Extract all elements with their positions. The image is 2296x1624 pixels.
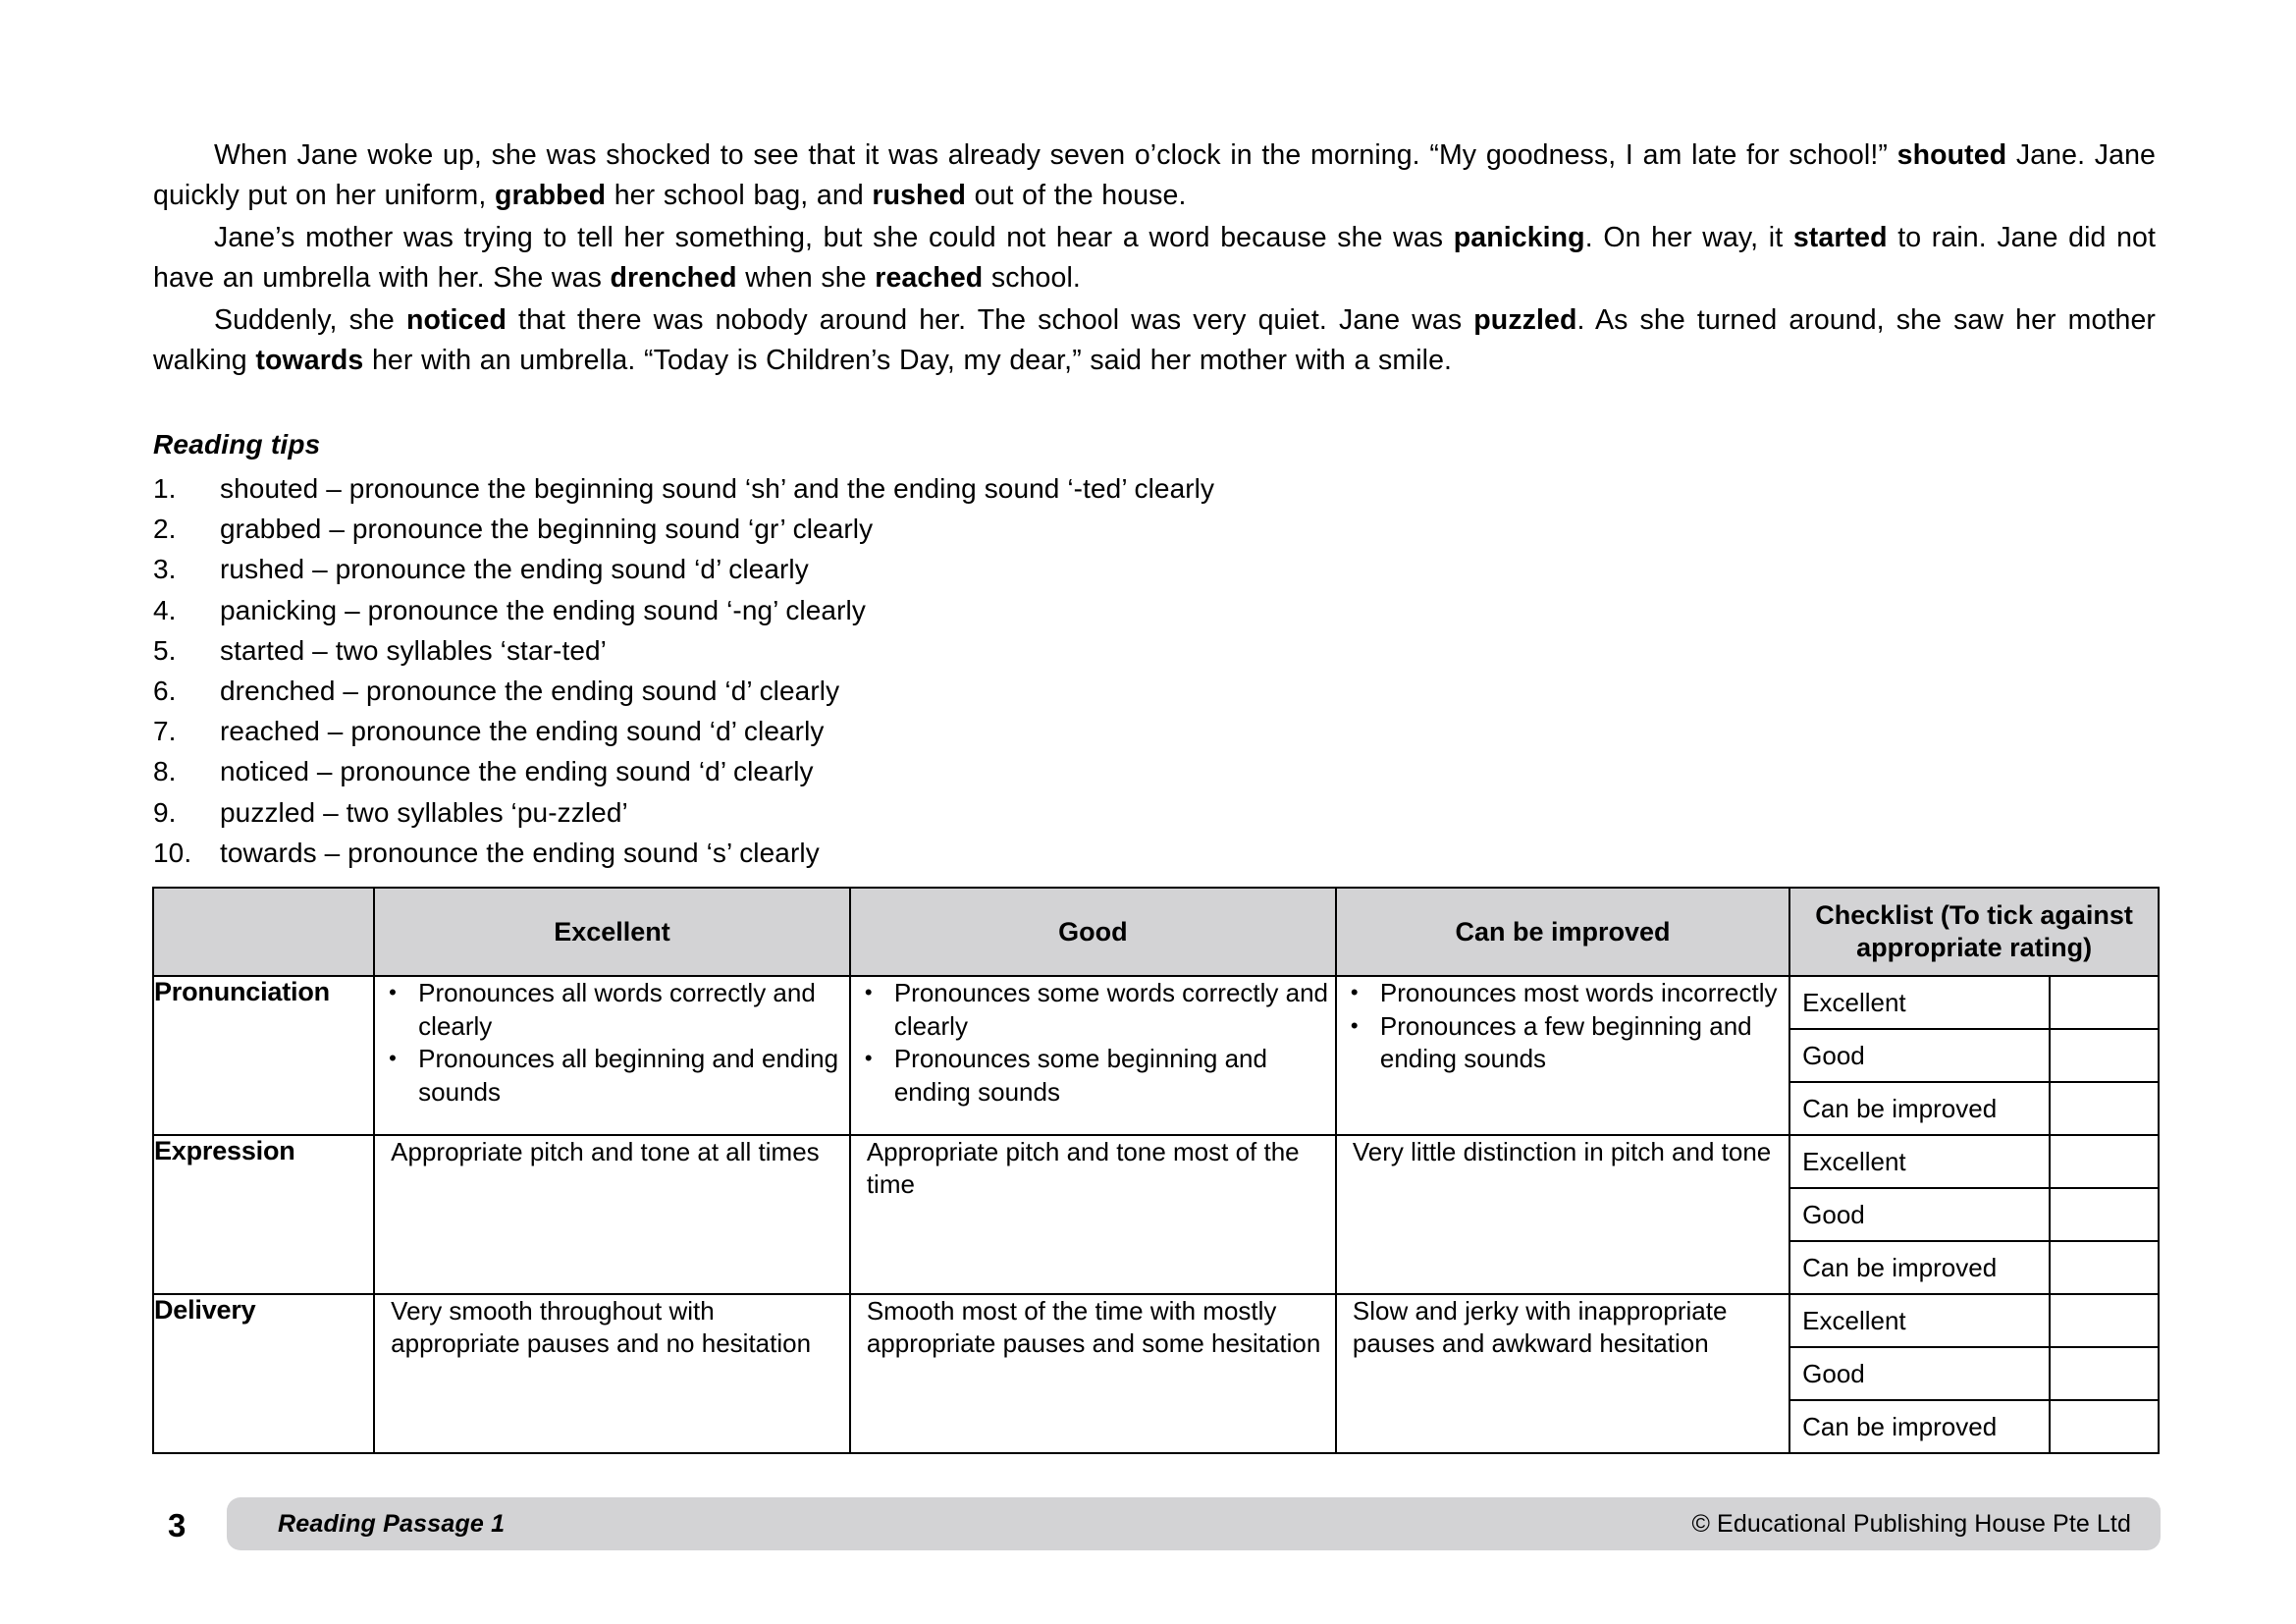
rubric-header-checklist: Checklist (To tick against appropriate rating) [1789,888,2159,976]
reading-tip-item [153,833,1724,873]
reading-tip-number: 8. [153,756,177,787]
reading-tip-item [153,751,1724,791]
reading-tip-number: 10. [153,837,192,868]
footer-title: Reading Passage 1 [278,1510,506,1538]
checklist-option-label: Good [1790,1029,2050,1082]
passage-bold-word: panicking [1453,222,1585,253]
passage-bold-word: reached [875,262,984,294]
reading-tip-item [153,590,1724,630]
passage-bold-word: grabbed [494,180,607,211]
footer-bar [227,1497,2161,1550]
rubric-descriptor-cell [1336,976,1789,1135]
checklist-row [1790,1029,2158,1082]
passage-bold-word: started [1792,222,1888,253]
rubric-descriptor-bullet: • Pronounces some beginning and ending sounds [894,1043,1335,1109]
checklist-tick-box[interactable] [2050,1082,2158,1134]
rubric-header-good: Good [850,888,1336,976]
passage-bold-word: shouted [1896,139,2007,171]
rubric-header-criteria [153,888,374,976]
passage-paragraph-2 [153,218,2156,298]
rubric-descriptor-cell [850,1294,1336,1453]
passage-bold-word: rushed [872,180,967,211]
checklist-table [1790,1136,2158,1293]
passage-text-run: Suddenly, she [214,304,406,336]
checklist-tick-box[interactable] [2050,1188,2158,1241]
checklist-option-label: Can be improved [1802,1253,1998,1282]
reading-tip-text: shouted – pronounce the beginning sound ‘sh’ and the ending sound ‘-ted’ clearly [220,473,1215,504]
passage-text-run: her school bag, and [606,180,873,211]
checklist-row [1790,1241,2158,1293]
passage-text-run: when she [736,262,876,294]
passage-text-run: out of the house. [966,180,1187,211]
reading-tip-item [153,509,1724,549]
rubric-descriptor-cell [850,1135,1336,1294]
rubric-descriptor-cell [374,1294,850,1453]
reading-tip-number: 9. [153,796,177,828]
rubric-header-can-be-improved: Can be improved [1336,888,1789,976]
checklist-option-label: Good [1790,1188,2050,1241]
reading-tip-number: 4. [153,594,177,625]
rubric-descriptor-text: Appropriate pitch and tone at all times [391,1137,820,1166]
rubric-body [153,976,2159,1453]
passage-text-run: Jane’s mother was trying to tell her something, but she could not hear a word because she was [214,222,1454,253]
reading-tip-text: started – two syllables ‘star-ted’ [220,634,608,666]
checklist-cell [1789,1294,2159,1453]
reading-tip-number: 6. [153,676,177,707]
passage-text-run: to rain. Jane did not have an umbrella with her. She was [153,222,2157,294]
checklist-option-label: Can be improved [1802,1412,1998,1441]
rubric-descriptor-text: Appropriate pitch and tone most of the time [866,1137,1300,1199]
checklist-row [1790,1082,2158,1134]
rubric-criterion-label: Delivery [153,1294,374,1453]
checklist-tick-box[interactable] [2050,1295,2158,1347]
rubric-descriptor-bullet: • Pronounces a few beginning and ending sounds [1380,1010,1789,1076]
rubric-descriptor-cell [374,1135,850,1294]
checklist-row [1790,1188,2158,1241]
reading-tip-text: towards – pronounce the ending sound ‘s’ clearly [220,837,820,868]
checklist-option-label: Good [1790,1347,2050,1400]
reading-tip-number: 2. [153,514,177,545]
reading-tip-text: reached – pronounce the ending sound ‘d’ clearly [220,716,825,747]
checklist-table [1790,1295,2158,1452]
checklist-table [1790,977,2158,1134]
rubric-header-row [153,888,2159,976]
checklist-row [1790,1400,2158,1452]
rubric-descriptor-text: Slow and jerky with inappropriate pauses and awkward hesitation [1352,1296,1728,1358]
checklist-tick-box[interactable] [2050,1241,2158,1293]
checklist-row [1790,977,2158,1029]
reading-tip-item [153,630,1724,671]
checklist-option-label: Excellent [1790,1136,2050,1188]
reading-tip-text: noticed – pronounce the ending sound ‘d’ clearly [220,756,814,787]
rubric-descriptor-bullet: • Pronounces most words incorrectly [1380,977,1789,1010]
checklist-option-label: Can be improved [1802,1094,1998,1123]
rubric-descriptor-cell [850,976,1336,1135]
checklist-row [1790,1136,2158,1188]
reading-tip-text: panicking – pronounce the ending sound ‘-ng’ clearly [220,594,866,625]
reading-tip-text: puzzled – two syllables ‘pu-zzled’ [220,796,628,828]
rubric-descriptor-text: Very smooth throughout with appropriate pauses and no hesitation [391,1296,812,1358]
passage-text-run: . On her way, it [1584,222,1793,253]
reading-tip-item [153,549,1724,589]
page-footer [153,1497,2161,1554]
footer-copyright: © Educational Publishing House Pte Ltd [1691,1510,2131,1538]
passage-text-run: school. [983,262,1081,294]
reading-tip-item [153,711,1724,751]
rubric-descriptor-text: Very little distinction in pitch and tone [1352,1137,1772,1166]
rubric-header-excellent: Excellent [374,888,850,976]
passage-bold-word: towards [255,345,364,376]
checklist-tick-box[interactable] [2050,1029,2158,1082]
rubric-row [153,1294,2159,1453]
reading-tip-text: grabbed – pronounce the beginning sound ‘gr’ clearly [220,514,874,545]
rubric-criterion-label: Pronunciation [153,976,374,1135]
reading-tip-item [153,671,1724,711]
checklist-tick-box[interactable] [2050,977,2158,1029]
passage-paragraph-3 [153,300,2156,381]
rubric-descriptor-text: Smooth most of the time with mostly appropriate pauses and some hesitation [866,1296,1321,1358]
checklist-row [1790,1295,2158,1347]
checklist-option-label: Excellent [1790,977,2050,1029]
passage-bold-word: noticed [405,304,507,336]
rubric-criterion-label: Expression [153,1135,374,1294]
passage-text-run: When Jane woke up, she was shocked to see that it was already seven o’clock in the morning. “My goodness, I am late for school!” [214,139,1897,171]
reading-tip-text: rushed – pronounce the ending sound ‘d’ clearly [220,554,809,585]
reading-tips-list [153,468,1724,873]
page-number: 3 [168,1507,187,1543]
passage-paragraph-1 [153,135,2156,216]
passage-bold-word: drenched [610,262,737,294]
passage-text-run: that there was nobody around her. The school was very quiet. Jane was [506,304,1474,336]
rubric-descriptor-cell [374,976,850,1135]
checklist-tick-box[interactable] [2050,1136,2158,1188]
checklist-row [1790,1347,2158,1400]
rubric-descriptor-cell [1336,1135,1789,1294]
checklist-option-label: Excellent [1790,1295,2050,1347]
reading-tip-number: 7. [153,716,177,747]
rubric-descriptor-bullet: • Pronounces all words correctly and clearly [418,977,849,1043]
reading-tip-item [153,792,1724,833]
rubric-row [153,976,2159,1135]
reading-tip-item [153,468,1724,509]
reading-tip-number: 3. [153,554,177,585]
passage-bold-word: puzzled [1473,304,1577,336]
rubric-descriptor-bullet: • Pronounces some words correctly and clearly [894,977,1335,1043]
rubric-descriptor-cell [1336,1294,1789,1453]
passage-text-run: Jane. Jane quickly put on her uniform, [153,139,2156,211]
reading-tip-number: 1. [153,473,177,504]
checklist-tick-box[interactable] [2050,1400,2158,1452]
reading-tips-heading: Reading tips [153,429,321,460]
passage-text-run: . As she turned around, she saw her mother walking [153,304,2156,376]
checklist-cell [1789,1135,2159,1294]
checklist-tick-box[interactable] [2050,1347,2158,1400]
reading-passage [153,135,2156,383]
reading-tip-number: 5. [153,634,177,666]
rubric-table [152,887,2160,1454]
rubric-descriptor-bullet: • Pronounces all beginning and ending sounds [418,1043,849,1109]
rubric-row [153,1135,2159,1294]
checklist-cell [1789,976,2159,1135]
reading-tip-text: drenched – pronounce the ending sound ‘d’ clearly [220,676,840,707]
passage-text-run: her with an umbrella. “Today is Children’s Day, my dear,” said her mother with a smile. [363,345,1453,376]
